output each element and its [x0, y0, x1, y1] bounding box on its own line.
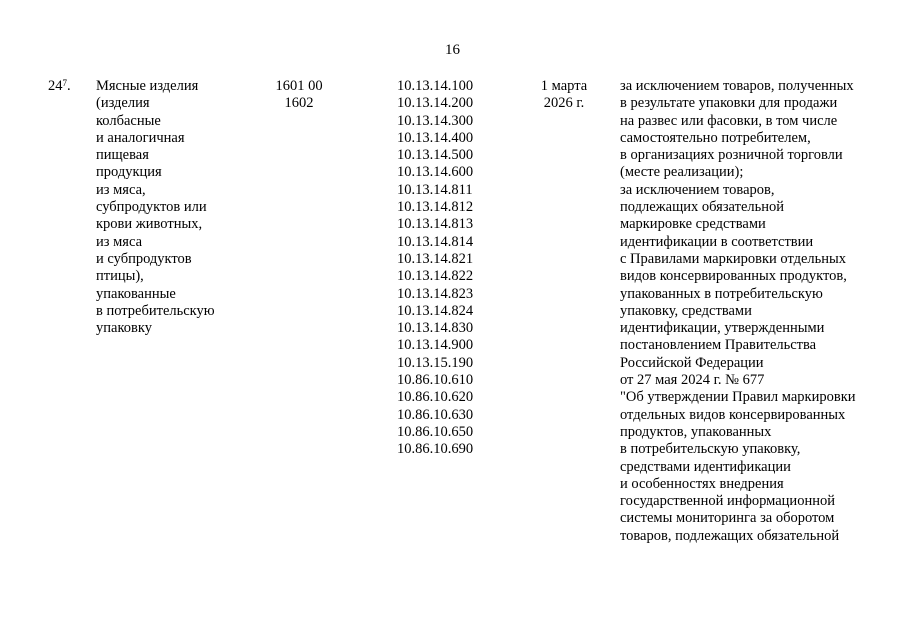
notes-line: продуктов, упакованных [620, 423, 772, 440]
okpd-code: 10.13.14.900 [397, 337, 474, 354]
okpd-code: 10.13.14.200 [397, 95, 474, 112]
notes-line: подлежащих обязательной [620, 199, 785, 216]
notes-line: средствами идентификации [620, 458, 791, 475]
notes-line: и особенностях внедрения [620, 475, 784, 492]
notes-line: системы мониторинга за оборотом [620, 510, 835, 527]
row-number-main: 24 [48, 78, 63, 94]
effective-date-line: 1 марта [540, 78, 588, 94]
product-name-line: из мяса, [96, 181, 146, 198]
notes-line: в результате упаковки для продажи [620, 95, 838, 112]
notes-line: (месте реализации); [620, 164, 744, 181]
notes-line: самостоятельно потребителем, [620, 129, 811, 146]
product-name-line: птицы), [96, 268, 144, 285]
okpd-code: 10.13.14.813 [397, 216, 474, 233]
product-name-cell [96, 78, 215, 337]
okpd-code: 10.13.14.500 [397, 147, 474, 164]
product-name-line: пищевая [96, 147, 149, 164]
okpd-code: 10.86.10.630 [397, 406, 474, 423]
tnved-code: 1601 00 [275, 78, 323, 94]
okpd-code: 10.13.14.823 [397, 285, 474, 302]
notes-line: упаковку, средствами [620, 302, 752, 319]
okpd-code: 10.13.14.811 [397, 181, 473, 198]
effective-date-cell [537, 78, 591, 113]
okpd-code: 10.13.14.300 [397, 112, 474, 129]
notes-line: отдельных видов консервированных [620, 406, 846, 423]
page-number: 16 [445, 42, 460, 58]
notes-line: государственной информационной [620, 493, 835, 510]
product-name-line: Мясные изделия [96, 78, 199, 94]
notes-line: от 27 мая 2024 г. № 677 [620, 372, 765, 389]
product-name-line: колбасные [96, 112, 161, 129]
okpd-code: 10.86.10.650 [397, 423, 474, 440]
notes-cell [620, 78, 856, 545]
row-number [48, 78, 71, 95]
notes-line: идентификации, утвержденными [620, 320, 825, 337]
okpd-code: 10.86.10.620 [397, 389, 474, 406]
product-name-line: продукция [96, 164, 162, 181]
product-name-line: упакованные [96, 285, 176, 302]
okpd-code: 10.13.14.400 [397, 129, 474, 146]
okpd-code: 10.86.10.610 [397, 372, 474, 389]
notes-line: идентификации в соответствии [620, 233, 814, 250]
notes-line: "Об утверждении Правил маркировки [620, 389, 856, 406]
notes-line: маркировке средствами [620, 216, 766, 233]
notes-line: на развес или фасовки, в том числе [620, 112, 838, 129]
okpd-code: 10.13.14.812 [397, 199, 474, 216]
notes-line: в организациях розничной торговли [620, 147, 843, 164]
notes-line: постановлением Правительства [620, 337, 817, 354]
product-name-line: из мяса [96, 233, 143, 250]
okpd-code: 10.13.14.600 [397, 164, 474, 181]
notes-line: видов консервированных продуктов, [620, 268, 847, 285]
okpd-code: 10.86.10.690 [397, 441, 474, 458]
notes-line: Российской Федерации [620, 354, 764, 371]
okpd-code-cell [397, 78, 473, 459]
product-name-line: в потребительскую [96, 302, 215, 319]
okpd-code: 10.13.15.190 [397, 354, 474, 371]
okpd-code: 10.13.14.822 [397, 268, 474, 285]
notes-line: с Правилами маркировки отдельных [620, 250, 847, 267]
row-number-superscript: 7 [62, 78, 67, 88]
effective-date-line: 2026 г. [543, 95, 585, 112]
okpd-code: 10.13.14.824 [397, 302, 474, 319]
okpd-code: 10.13.14.821 [397, 250, 474, 267]
notes-line: за исключением товаров, полученных [620, 78, 854, 94]
tnved-code: 1602 [284, 95, 314, 112]
product-name-line: субпродуктов или [96, 199, 207, 216]
product-name-line: и субпродуктов [96, 250, 192, 267]
notes-line: упакованных в потребительскую [620, 285, 823, 302]
tnved-code-cell [267, 78, 331, 113]
okpd-code: 10.13.14.830 [397, 320, 474, 337]
okpd-code: 10.13.14.100 [397, 78, 474, 94]
product-name-line: и аналогичная [96, 129, 185, 146]
okpd-code: 10.13.14.814 [397, 233, 474, 250]
product-name-line: (изделия [96, 95, 150, 112]
product-name-line: упаковку [96, 320, 152, 337]
notes-line: товаров, подлежащих обязательной [620, 527, 840, 544]
row-number-suffix: . [67, 78, 71, 94]
notes-line: в потребительскую упаковку, [620, 441, 801, 458]
notes-line: за исключением товаров, [620, 181, 775, 198]
product-name-line: крови животных, [96, 216, 203, 233]
